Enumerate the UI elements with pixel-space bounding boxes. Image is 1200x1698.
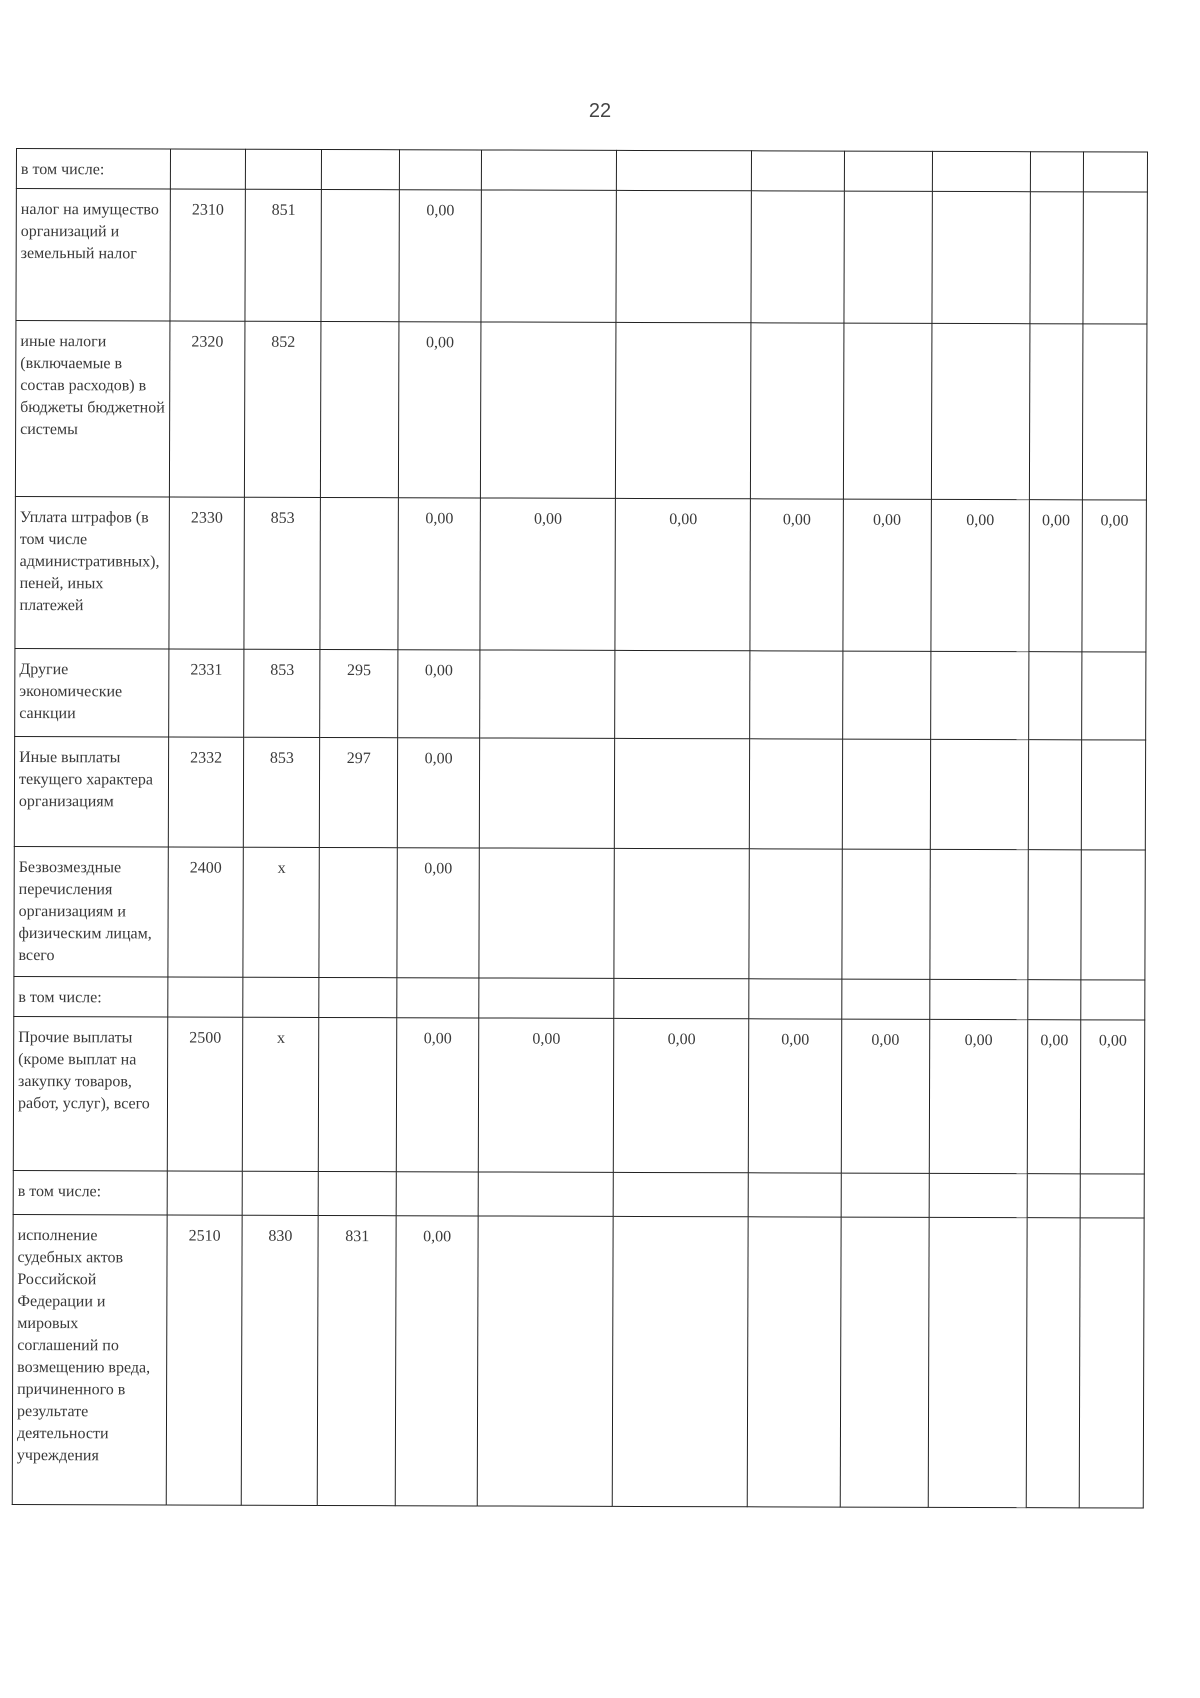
row-value-cell [843, 323, 932, 499]
row-value-cell [615, 650, 750, 738]
row-value-cell [613, 1172, 748, 1216]
row-kosgu-cell: 295 [320, 649, 398, 737]
row-kvr-cell: 851 [245, 189, 321, 321]
row-code-cell: 2331 [168, 649, 244, 737]
row-value-cell [1081, 1174, 1145, 1218]
row-kosgu-cell [319, 847, 397, 977]
table-row [14, 976, 1145, 1020]
row-value-cell [1083, 192, 1147, 324]
row-value-cell: 0,00 [396, 1018, 478, 1172]
row-value-cell [479, 738, 615, 848]
budget-table [12, 148, 1148, 1509]
row-code-cell: 2320 [169, 321, 245, 497]
table-row [15, 648, 1146, 740]
row-value-cell [1030, 152, 1083, 192]
row-value-cell [1030, 324, 1084, 500]
row-value-cell [478, 1172, 613, 1216]
row-value-cell [481, 150, 616, 190]
row-value-cell [751, 323, 844, 499]
table-row [15, 496, 1146, 652]
row-name-cell: в том числе: [16, 149, 170, 189]
row-value-cell [749, 1173, 841, 1217]
table-row [14, 846, 1145, 980]
table-row [13, 1170, 1144, 1218]
row-value-cell [1028, 980, 1081, 1020]
row-code-cell: 2400 [168, 847, 244, 977]
row-value-cell [930, 979, 1028, 1019]
row-value-cell: 0,00 [1081, 1020, 1145, 1174]
row-value-cell [844, 151, 932, 191]
row-value-cell [931, 323, 1030, 499]
row-value-cell: 0,00 [843, 499, 932, 651]
row-value-cell [930, 739, 1029, 849]
row-kvr-cell: х [243, 1017, 319, 1171]
row-value-cell: 0,00 [750, 499, 843, 651]
row-value-cell: 0,00 [1027, 1020, 1081, 1174]
row-kvr-cell: 852 [245, 321, 321, 497]
row-value-cell: 0,00 [480, 498, 616, 650]
row-value-cell [1028, 740, 1082, 850]
row-value-cell [1082, 652, 1146, 740]
table-row [16, 149, 1147, 193]
row-value-cell [841, 979, 929, 1019]
row-value-cell [844, 191, 933, 323]
row-value-cell: 0,00 [397, 848, 479, 978]
row-value-cell [932, 191, 1031, 323]
row-name-cell: Безвозмездные перечисления организациям и физическим лицам, всего [14, 846, 168, 976]
row-value-cell [750, 651, 842, 739]
row-value-cell [1082, 740, 1146, 850]
row-kvr-cell: 853 [244, 649, 320, 737]
row-value-cell: 0,00 [398, 650, 480, 738]
row-value-cell [842, 849, 931, 979]
page-number: 22 [588, 100, 612, 122]
row-value-cell [751, 191, 844, 323]
row-value-cell: 0,00 [398, 322, 481, 498]
row-code-cell [167, 977, 243, 1017]
row-name-cell: Прочие выплаты (кроме выплат на закупку товаров, работ, услуг), всего [13, 1016, 167, 1170]
row-name-cell: Другие экономические санкции [15, 648, 169, 736]
row-kosgu-cell [318, 1171, 396, 1215]
row-value-cell [613, 1216, 749, 1506]
row-kvr-cell [243, 977, 319, 1017]
table-row [14, 736, 1145, 850]
row-value-cell [1029, 652, 1083, 740]
row-value-cell [617, 150, 752, 190]
row-value-cell [477, 1216, 613, 1506]
row-code-cell [170, 149, 246, 189]
row-name-cell: Иные выплаты текущего характера организациям [14, 736, 168, 846]
row-value-cell [748, 1217, 841, 1507]
row-kvr-cell [246, 149, 322, 189]
table-row [12, 1214, 1144, 1508]
row-kosgu-cell [322, 149, 400, 189]
table-row [13, 1016, 1144, 1174]
row-code-cell [167, 1171, 243, 1215]
row-value-cell [749, 979, 841, 1019]
row-kosgu-cell: 831 [317, 1215, 396, 1505]
row-value-cell [397, 978, 479, 1018]
row-value-cell [614, 978, 749, 1018]
row-value-cell [1084, 152, 1148, 192]
row-value-cell [840, 1217, 929, 1507]
row-value-cell [1080, 1218, 1145, 1508]
row-value-cell [480, 322, 616, 498]
row-value-cell [480, 650, 615, 738]
row-code-cell: 2310 [170, 189, 246, 321]
row-value-cell: 0,00 [841, 1019, 930, 1173]
row-value-cell [842, 739, 930, 849]
row-kvr-cell: 853 [244, 737, 320, 847]
row-value-cell [750, 739, 843, 849]
row-code-cell: 2500 [167, 1017, 243, 1171]
table-body [12, 149, 1147, 1509]
row-code-cell: 2332 [168, 737, 244, 847]
row-kosgu-cell [320, 497, 398, 649]
row-name-cell: в том числе: [14, 976, 168, 1016]
row-value-cell: 0,00 [395, 1216, 478, 1506]
row-value-cell [749, 849, 842, 979]
row-value-cell [932, 151, 1030, 191]
row-name-cell: исполнение судебных актов Российской Федерации и мировых соглашений по возмещению вреда, причиненного в результате деятельности учреждения [12, 1214, 167, 1504]
row-name-cell: Уплата штрафов (в том числе административных), пеней, иных платежей [15, 496, 169, 648]
row-value-cell [1081, 850, 1145, 980]
row-value-cell [616, 322, 752, 498]
row-value-cell: 0,00 [749, 1019, 842, 1173]
row-kosgu-cell [319, 1017, 397, 1171]
row-value-cell [399, 150, 481, 190]
row-code-cell: 2330 [169, 497, 245, 649]
table-row [15, 321, 1147, 501]
row-value-cell [481, 190, 617, 322]
row-value-cell [614, 848, 750, 978]
row-value-cell [615, 738, 751, 848]
row-value-cell [479, 978, 614, 1018]
row-name-cell: в том числе: [13, 1170, 167, 1214]
row-kvr-cell [243, 1171, 319, 1215]
row-code-cell: 2510 [166, 1215, 243, 1505]
row-value-cell: 0,00 [1029, 500, 1083, 652]
row-value-cell [842, 651, 930, 739]
row-value-cell [930, 849, 1029, 979]
row-value-cell: 0,00 [398, 498, 480, 650]
row-kosgu-cell: 297 [320, 737, 398, 847]
row-name-cell: налог на имущество организаций и земельный налог [16, 189, 170, 321]
row-value-cell: 0,00 [399, 190, 481, 322]
row-value-cell [1028, 850, 1082, 980]
row-kosgu-cell [319, 977, 397, 1017]
row-value-cell: 0,00 [478, 1018, 614, 1172]
row-kosgu-cell [321, 321, 399, 497]
row-value-cell [929, 1173, 1027, 1217]
row-value-cell [616, 190, 752, 322]
row-value-cell [930, 651, 1029, 739]
row-value-cell: 0,00 [614, 1018, 750, 1172]
row-value-cell [1027, 1174, 1080, 1218]
row-value-cell: 0,00 [929, 1019, 1028, 1173]
row-value-cell [928, 1217, 1027, 1507]
row-kvr-cell: 853 [244, 497, 320, 649]
table-row [16, 189, 1147, 325]
row-value-cell [841, 1173, 929, 1217]
row-value-cell [1030, 192, 1084, 324]
row-value-cell: 0,00 [397, 738, 479, 848]
row-value-cell [1026, 1218, 1080, 1508]
row-value-cell [1081, 980, 1145, 1020]
row-kvr-cell: х [243, 847, 319, 977]
row-value-cell: 0,00 [615, 498, 751, 650]
row-value-cell [1083, 324, 1147, 500]
row-value-cell: 0,00 [931, 499, 1030, 651]
row-value-cell [752, 151, 844, 191]
row-value-cell [396, 1172, 478, 1216]
row-kvr-cell: 830 [242, 1215, 319, 1505]
row-value-cell [479, 848, 615, 978]
row-kosgu-cell [321, 189, 399, 321]
row-name-cell: иные налоги (включаемые в состав расходов) в бюджеты бюджетной системы [15, 321, 169, 497]
row-value-cell: 0,00 [1082, 500, 1146, 652]
